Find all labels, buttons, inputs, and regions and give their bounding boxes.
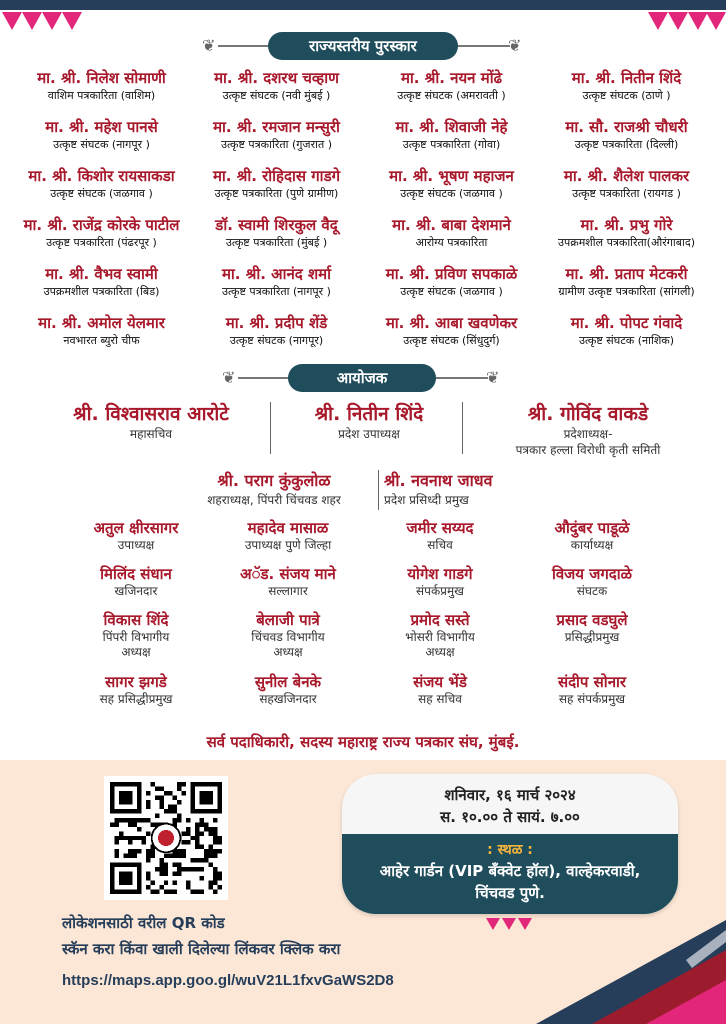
member-name: प्रसाद वडघुले <box>556 611 628 629</box>
award-category: उत्कृष्ट पत्रकारिता (गुजरात ) <box>221 138 332 151</box>
organizers-heading: आयोजक <box>288 364 436 392</box>
organizers-banner-row <box>0 364 726 392</box>
organizer-role-detail: पत्रकार हल्ला विरोधी कृती समिती <box>515 443 661 457</box>
award-category: उत्कृष्ट पत्रकारिता (गोवा) <box>402 138 501 151</box>
award-item <box>364 313 539 351</box>
award-category: उत्कृष्ट संघटक (नागपूर ) <box>53 138 150 151</box>
award-category: उत्कृष्ट संघटक (ठाणे ) <box>582 89 671 102</box>
member-item <box>364 610 516 672</box>
event-date: शनिवार, १६ मार्च २०२४ <box>444 786 576 804</box>
member-item <box>212 518 364 564</box>
award-category: उपक्रमशील पत्रकारिता(औरंगाबाद) <box>557 236 696 249</box>
award-item <box>14 215 189 253</box>
organization-footer: सर्व पदाधिकारी, सदस्य महाराष्ट्र राज्य पत्रकार संघ, मुंबई. <box>206 733 520 751</box>
ornament-icon: ❦ <box>222 368 236 387</box>
member-role: सह संपर्कप्रमुख <box>558 692 626 706</box>
member-name: बेलाजी पात्रे <box>256 611 320 629</box>
member-item <box>364 672 516 712</box>
member-role: सचिव <box>427 538 453 552</box>
member-role: संघटक <box>576 584 608 598</box>
award-category: उत्कृष्ट संघटक (नवी मुंबई ) <box>222 89 331 102</box>
award-item <box>189 117 364 155</box>
members-grid <box>60 518 670 712</box>
member-role: उपाध्यक्ष पुणे जिल्हा <box>244 538 332 552</box>
award-item <box>14 166 189 204</box>
member-item <box>516 564 668 610</box>
award-category: उत्कृष्ट संघटक (जळगाव ) <box>400 187 503 200</box>
awardee-name: मा. श्री. रमजान मन्सुरी <box>213 118 340 136</box>
award-category: आरोग्य पत्रकारिता <box>415 236 488 249</box>
member-item <box>212 610 364 672</box>
awardee-name: मा. श्री. आनंद शर्मा <box>221 265 332 283</box>
ornament-icon: ❦ <box>508 36 522 55</box>
award-category: उत्कृष्ट संघटक (सिंधुदुर्ग) <box>403 334 500 347</box>
organizer-name: श्री. पराग कुंकुलोळ <box>217 471 331 490</box>
organizer-name: श्री. विश्वासराव आरोटे <box>73 403 229 425</box>
award-category: उत्कृष्ट संघटक (अमरावती ) <box>397 89 506 102</box>
award-category: उत्कृष्ट पत्रकारिता (दिल्ली) <box>574 138 679 151</box>
awardee-name: मा. श्री. नितीन शिंदे <box>571 69 682 87</box>
member-item <box>60 610 212 672</box>
awardee-name: डॉ. स्वामी शिरकुल वैदू <box>215 216 338 234</box>
awardee-name: मा. श्री. प्रताप मेटकरी <box>565 265 688 283</box>
awardee-name: मा. सौ. राजश्री चौधरी <box>565 118 688 136</box>
awardee-name: मा. श्री. पोपट गंवादे <box>570 314 683 332</box>
award-category: उत्कृष्ट संघटक (जळगाव ) <box>400 285 503 298</box>
awardee-name: मा. श्री. राजेंद्र कोरके पाटील <box>23 216 180 234</box>
award-item <box>364 264 539 302</box>
member-item <box>60 518 212 564</box>
organizer-card <box>280 402 458 442</box>
bottom-panel <box>0 760 726 1024</box>
award-item <box>539 313 714 351</box>
awardee-name: मा. श्री. दशरथ चव्हाण <box>214 69 339 87</box>
awardee-name: मा. श्री. बाबा देशमाने <box>392 216 511 234</box>
member-role: भोसरी विभागीय अध्यक्ष <box>405 630 475 659</box>
organizer-name: श्री. गोविंद वाकडे <box>527 403 649 425</box>
award-item <box>539 215 714 253</box>
ornament-icon: ❦ <box>486 368 500 387</box>
member-name: योगेश गाडगे <box>407 565 473 583</box>
member-name: सुनील बेनके <box>254 673 322 691</box>
divider <box>462 402 463 454</box>
member-name: अॅड. संजय माने <box>240 565 336 583</box>
divider <box>378 470 379 510</box>
member-role: प्रसिद्धीप्रमुख <box>564 630 620 644</box>
award-item <box>14 264 189 302</box>
member-name: संजय भेंडे <box>413 673 467 691</box>
member-name: महादेव मासाळ <box>247 519 329 537</box>
member-item <box>212 672 364 712</box>
organizer-role: शहराध्यक्ष, पिंपरी चिंचवड शहर <box>207 493 341 507</box>
award-category: उत्कृष्ट संघटक (जळगाव ) <box>50 187 153 200</box>
qr-code[interactable] <box>104 776 228 900</box>
organizer-name: श्री. नवनाथ जाधव <box>384 471 493 490</box>
member-name: मिलिंद संधान <box>100 565 172 583</box>
organizer-role: प्रदेश उपाध्यक्ष <box>338 427 400 441</box>
member-item <box>516 518 668 564</box>
member-role: पिंपरी विभागीय अध्यक्ष <box>102 630 170 659</box>
award-category: उत्कृष्ट पत्रकारिता (पुणे ग्रामीण) <box>214 187 339 200</box>
award-category: उत्कृष्ट पत्रकारिता (मुंबई ) <box>225 236 328 249</box>
award-item <box>539 117 714 155</box>
member-name: संदीप सोनार <box>557 673 627 691</box>
event-card <box>342 774 678 914</box>
award-item <box>14 68 189 106</box>
location-instructions <box>62 910 340 962</box>
member-name: अतुल क्षीरसागर <box>93 519 179 537</box>
award-item <box>14 117 189 155</box>
member-role: सल्लागार <box>268 584 308 598</box>
award-item <box>189 313 364 351</box>
awardee-name: मा. श्री. शैलेश पालकर <box>563 167 690 185</box>
member-role: सह सचिव <box>418 692 462 706</box>
awards-banner-row <box>0 32 726 60</box>
member-item <box>364 518 516 564</box>
top-bar <box>0 0 726 10</box>
venue-line-2: चिंचवड पुणे. <box>475 884 545 902</box>
award-item <box>539 264 714 302</box>
awardee-name: मा. श्री. प्रविण सपकाळे <box>385 265 518 283</box>
award-category: उत्कृष्ट संघटक (नाशिक) <box>578 334 675 347</box>
member-item <box>212 564 364 610</box>
award-category: उपक्रमशील पत्रकारिता (बिड) <box>43 285 160 298</box>
organizer-role: प्रदेश प्रसिध्दी प्रमुख <box>384 493 469 507</box>
member-item <box>516 610 668 672</box>
location-line-1: लोकेशनसाठी वरील QR कोड <box>62 914 225 932</box>
awards-heading: राज्यस्तरीय पुरस्कार <box>268 32 458 60</box>
member-name: प्रमोद सस्ते <box>410 611 470 629</box>
award-item <box>364 166 539 204</box>
organizer-card <box>40 402 262 442</box>
organizer-card <box>176 470 372 508</box>
award-item <box>189 264 364 302</box>
award-item <box>364 117 539 155</box>
award-item <box>539 166 714 204</box>
awardee-name: मा. श्री. आबा खवणेकर <box>385 314 518 332</box>
member-name: औदुंबर पाडूळे <box>554 519 630 537</box>
member-name: सागर झगडे <box>105 673 167 691</box>
member-role: कार्याध्यक्ष <box>570 538 614 552</box>
member-item <box>60 672 212 712</box>
member-role: सह प्रसिद्धीप्रमुख <box>99 692 173 706</box>
member-name: विकास शिंदे <box>103 611 169 629</box>
venue-line-1: आहेर गार्डन (VIP बँक्वेट हॉल), वाल्हेकरवाडी, <box>379 862 641 880</box>
awardee-name: मा. श्री. वैभव स्वामी <box>45 265 158 283</box>
awardee-name: मा. श्री. भूषण महाजन <box>389 167 514 185</box>
award-item <box>189 215 364 253</box>
member-item <box>364 564 516 610</box>
organizer-name: श्री. नितीन शिंदे <box>314 403 424 425</box>
member-role: खजिनदार <box>114 584 158 598</box>
member-role: उपाध्यक्ष <box>117 538 155 552</box>
awardee-name: मा. श्री. किशोर रायसाकडा <box>28 167 175 185</box>
awardee-name: मा. श्री. नयन मोंढे <box>400 69 503 87</box>
divider <box>270 402 271 454</box>
awardee-name: मा. श्री. रोहिदास गाडगे <box>212 167 341 185</box>
award-item <box>189 68 364 106</box>
corner-decoration <box>496 920 726 1024</box>
ornament-icon: ❦ <box>202 36 216 55</box>
organizer-role: महासचिव <box>129 427 173 441</box>
award-category: उत्कृष्ट पत्रकारिता (नागपूर ) <box>222 285 331 298</box>
awardee-name: मा. श्री. प्रभु गोरे <box>580 216 673 234</box>
awardee-name: मा. श्री. प्रदीप शेंडे <box>225 314 328 332</box>
award-item <box>14 313 189 351</box>
award-category: उत्कृष्ट संघटक (नागपूर) <box>229 334 324 347</box>
member-item <box>516 672 668 712</box>
award-category: नवभारत ब्युरो चीफ <box>63 334 140 347</box>
award-item <box>364 68 539 106</box>
awards-grid <box>14 68 714 351</box>
awardee-name: मा. श्री. निलेश सोमाणी <box>37 69 166 87</box>
member-name: जमीर सय्यद <box>406 519 474 537</box>
member-item <box>60 564 212 610</box>
award-item <box>539 68 714 106</box>
organizer-role: प्रदेशाध्यक्ष- <box>563 427 613 441</box>
awardee-name: मा. श्री. महेश पानसे <box>45 118 158 136</box>
organizer-card <box>384 470 544 508</box>
award-item <box>189 166 364 204</box>
venue-block <box>342 834 678 914</box>
event-time: स. १०.०० ते सायं. ७.०० <box>440 808 580 826</box>
award-category: वाशिम पत्रकारिता (वाशिम) <box>47 89 156 102</box>
award-category: ग्रामीण उत्कृष्ट पत्रकारिता (सांगली) <box>558 285 695 298</box>
award-category: उत्कृष्ट पत्रकारिता (पंढरपूर ) <box>46 236 157 249</box>
awardee-name: मा. श्री. शिवाजी नेहे <box>395 118 508 136</box>
map-link[interactable]: https://maps.app.goo.gl/wuV21L1fxvGaWS2D8 <box>62 972 394 989</box>
awardee-name: मा. श्री. अमोल येलमार <box>38 314 165 332</box>
member-role: संपर्कप्रमुख <box>416 584 464 598</box>
organizer-card <box>470 402 706 458</box>
venue-label: : स्थळ : <box>487 842 533 858</box>
award-category: उत्कृष्ट पत्रकारिता (रायगड ) <box>572 187 681 200</box>
location-line-2: स्कॅन करा किंवा खाली दिलेल्या लिंकवर क्लिक करा <box>62 940 341 958</box>
member-role: सहखजिनदार <box>259 692 317 706</box>
member-name: विजय जगदाळे <box>551 565 633 583</box>
member-role: चिंचवड विभागीय अध्यक्ष <box>251 630 325 659</box>
award-item <box>364 215 539 253</box>
